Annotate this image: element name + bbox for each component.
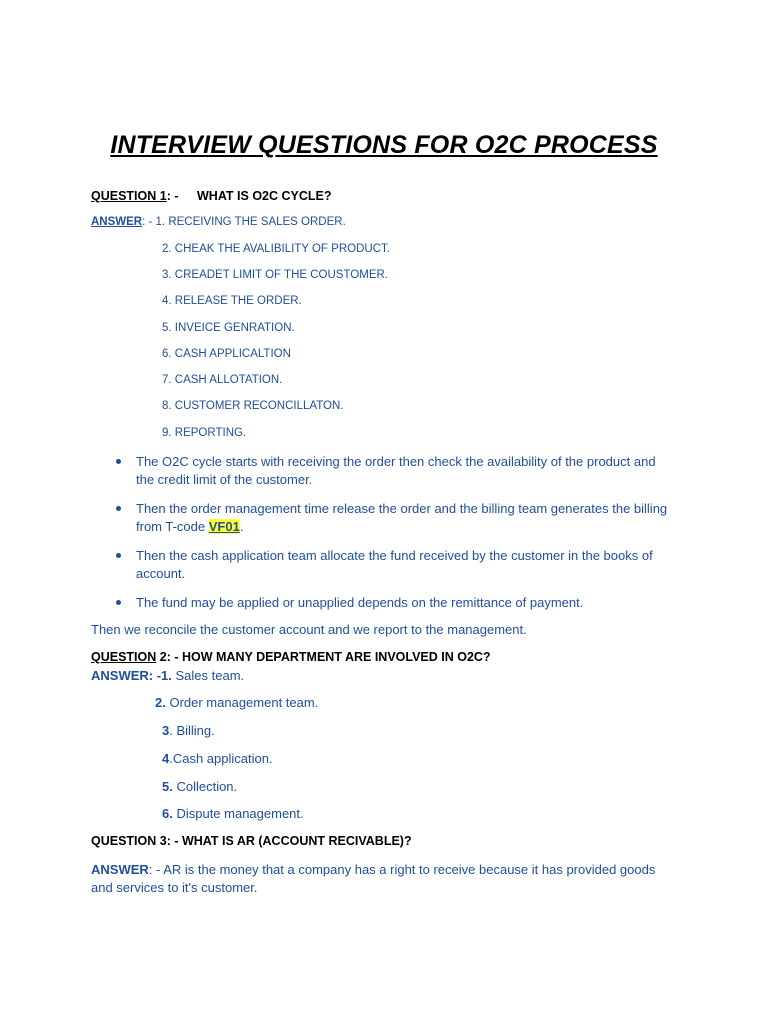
bullet-item-suffix: . <box>239 519 244 534</box>
department-number: 6. <box>162 806 173 821</box>
o2c-step: 4. RELEASE THE ORDER. <box>162 295 302 307</box>
question-1-number: QUESTION 1 <box>91 189 167 203</box>
bullet-item-text: Then the order management time release the order and the billing team generates the billing from T-code <box>136 501 668 534</box>
bullet-item: The fund may be applied or unapplied depends on the remittance of payment. <box>136 595 584 610</box>
department-number: 2. <box>155 695 166 710</box>
answer-1-line <box>91 216 346 228</box>
o2c-step: 5. INVEICE GENRATION. <box>162 322 295 334</box>
question-1-text: WHAT IS O2C CYCLE? <box>197 189 332 203</box>
department-item <box>162 806 304 821</box>
answer-1-closing: Then we reconcile the customer account and we report to the management. <box>91 622 527 637</box>
department-number: 5. <box>162 779 173 794</box>
question-2-label <box>91 650 491 664</box>
answer-1-label: ANSWER <box>91 216 143 228</box>
bullet-dot <box>116 506 121 511</box>
question-2-word: QUESTION <box>91 650 157 664</box>
department-name: Order management team. <box>165 695 319 710</box>
bullet-item: The O2C cycle starts with receiving the order then check the availability of the product and the credit limit of the customer. <box>136 454 656 487</box>
question-3-label: QUESTION 3: - WHAT IS AR (ACCOUNT RECIVABLE)? <box>91 834 412 848</box>
department-item <box>162 779 237 794</box>
o2c-step: 1. RECEIVING THE SALES ORDER. <box>155 216 346 228</box>
o2c-step: 3. CREADET LIMIT OF THE COUSTOMER. <box>162 269 388 281</box>
question-1-label <box>91 189 179 203</box>
department-item <box>162 723 215 738</box>
answer-3-label: ANSWER <box>91 862 149 877</box>
department-number: 4 <box>162 751 170 766</box>
department-name: Sales team. <box>171 668 245 683</box>
o2c-step: 2. CHEAK THE AVALIBILITY OF PRODUCT. <box>162 243 390 255</box>
bullet-item: Then the cash application team allocate the fund received by the customer in the books of account. <box>136 548 653 581</box>
question-2-text: 2: - HOW MANY DEPARTMENT ARE INVOLVED IN O2C? <box>156 650 491 664</box>
department-name: . Billing. <box>169 723 215 738</box>
answer-3-text: : - AR is the money that a company has a right to receive because it has provided goods and services to it's customer. <box>91 862 656 895</box>
department-name: .Cash application. <box>169 751 273 766</box>
bullet-dot <box>116 600 121 605</box>
department-item <box>162 751 273 766</box>
answer-3 <box>91 861 661 897</box>
department-number: 3 <box>162 723 170 738</box>
answer-2-line <box>91 668 244 683</box>
document-title: INTERVIEW QUESTIONS FOR O2C PROCESS <box>110 131 658 159</box>
department-name: Collection. <box>172 779 238 794</box>
department-number: 1. <box>161 668 172 683</box>
bullet-dot <box>116 553 121 558</box>
o2c-step: 9. REPORTING. <box>162 427 247 439</box>
answer-1-sep: : - <box>142 216 156 228</box>
department-item <box>155 695 318 710</box>
department-name: Dispute management. <box>172 806 304 821</box>
o2c-step: 8. CUSTOMER RECONCILLATON. <box>162 400 344 412</box>
o2c-step: 7. CASH ALLOTATION. <box>162 374 283 386</box>
tcode-highlight: VF01 <box>208 519 240 534</box>
o2c-step: 6. CASH APPLICALTION <box>162 348 291 360</box>
question-1-sep: : - <box>166 189 179 203</box>
answer-2-label: ANSWER: - <box>91 668 162 683</box>
bullet-item <box>136 500 676 536</box>
bullet-dot <box>116 459 121 464</box>
